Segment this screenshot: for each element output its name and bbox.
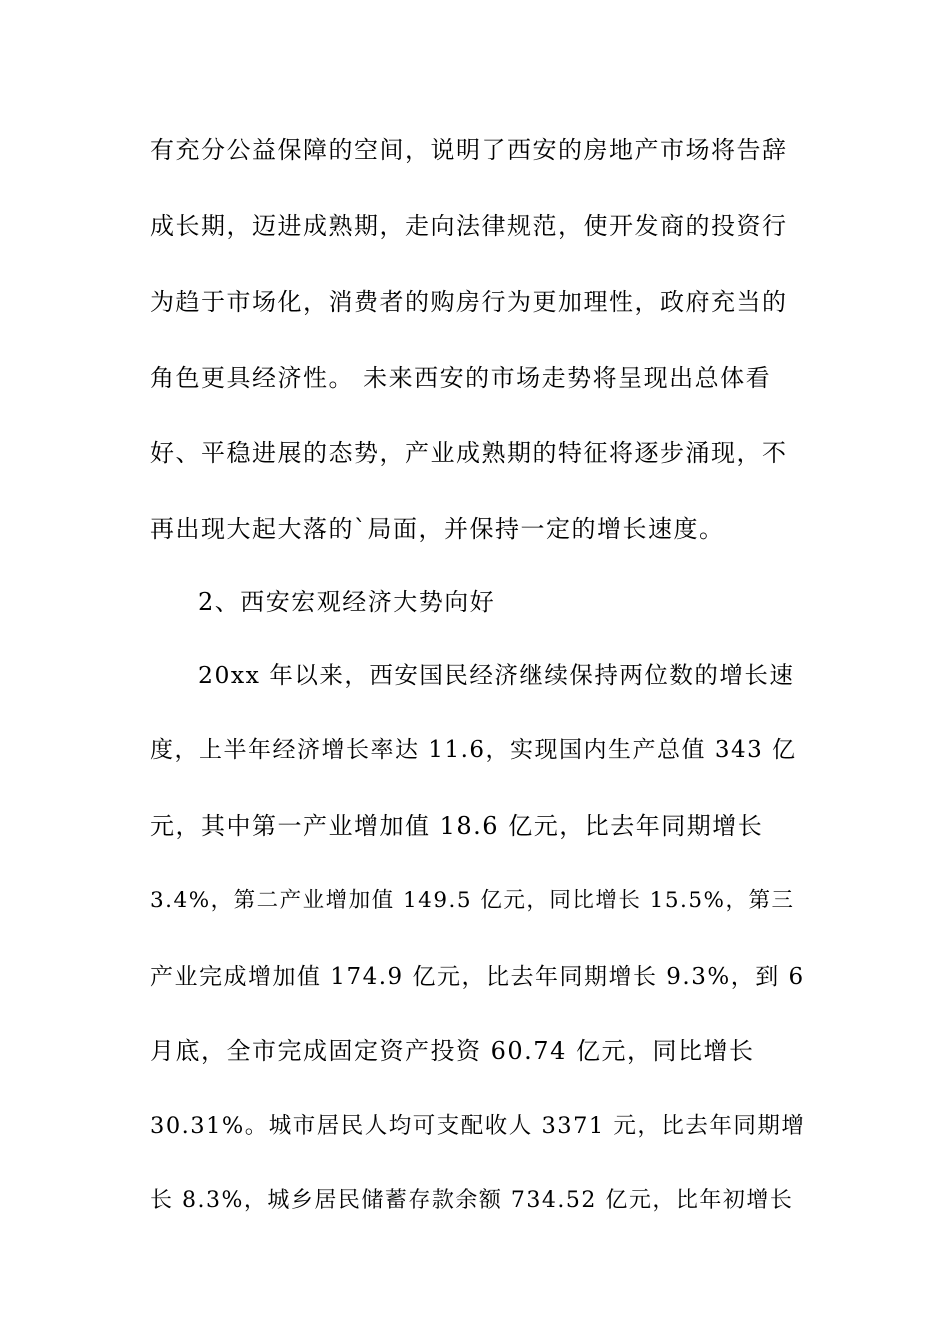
text-line: 20xx 年以来，西安国民经济继续保持两位数的增长速 [198, 661, 795, 689]
text-line: 长 8.3%，城乡居民储蓄存款余额 734.52 亿元，比年初增长 [150, 1188, 794, 1213]
text-line: 好、平稳进展的态势，产业成熟期的特征将逐步涌现，不 [150, 439, 788, 467]
text-line: 度，上半年经济增长率达 11.6，实现国内生产总值 343 亿 [150, 737, 797, 763]
text-line: 再出现大起大落的`局面，并保持一定的增长速度。 [150, 515, 725, 543]
text-line: 3.4%，第二产业增加值 149.5 亿元，同比增长 15.5%，第三 [150, 888, 795, 913]
text-line: 成长期，迈进成熟期，走向法律规范，使开发商的投资行 [150, 212, 788, 240]
text-line: 有充分公益保障的空间，说明了西安的房地产市场将告辞 [150, 136, 788, 164]
text-line: 30.31%。城市居民人均可支配收人 3371 元，比去年同期增 [150, 1113, 806, 1139]
section-heading: 2、西安宏观经济大势向好 [198, 588, 496, 616]
text-line: 月底，全市完成固定资产投资 60.74 亿元，同比增长 [150, 1037, 755, 1065]
text-line: 元，其中第一产业增加值 18.6 亿元，比去年同期增长 [150, 812, 764, 840]
text-line: 为趋于市场化，消费者的购房行为更加理性，政府充当的 [150, 288, 788, 316]
text-line: 产业完成增加值 174.9 亿元，比去年同期增长 9.3%，到 6 [150, 964, 805, 990]
text-line: 角色更具经济性。 未来西安的市场走势将呈现出总体看 [150, 364, 772, 392]
